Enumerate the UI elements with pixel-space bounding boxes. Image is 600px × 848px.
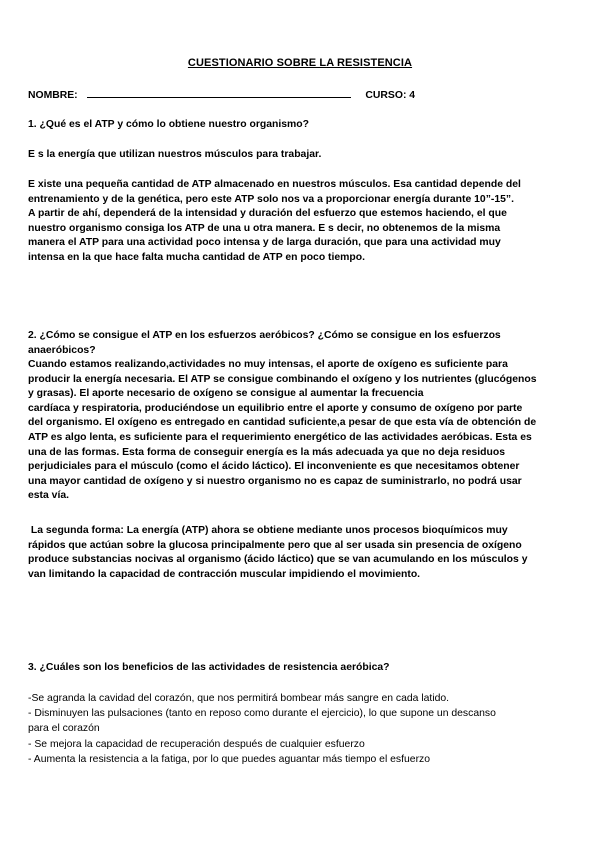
- name-label: NOMBRE:: [28, 90, 78, 101]
- text-line: van limitando la capacidad de contracción muscular impidiendo el movimiento.: [28, 568, 421, 580]
- question-2: [28, 329, 588, 358]
- text-line: producir la energía necesaria. El ATP se consigue combinando el oxígeno y los nutrientes (glucógenos: [28, 373, 537, 385]
- text-line: E xiste una pequeña cantidad de ATP almacenado en nuestros músculos. Esa cantidad depende del: [28, 179, 521, 190]
- question-3: 3. ¿Cuáles son los beneficios de las actividades de resistencia aeróbica?: [28, 662, 390, 673]
- text-line: cardíaca y respiratoria, produciéndose un equilibrio entre el aporte y consumo de oxígeno por parte: [28, 402, 523, 414]
- text-line: ATP es algo lenta, es suficiente para el requerimiento energético de las actividades aeróbicas. Esta es: [28, 431, 532, 443]
- text-line: y grasas). El aporte necesario de oxígeno se consigue al aumentar la frecuencia: [28, 388, 424, 400]
- text-line: A partir de ahí, dependerá de la intensidad y duración del esfuerzo que estemos haciendo, el que: [28, 208, 507, 220]
- list-item: para el corazón: [28, 723, 100, 735]
- list-item: - Disminuyen las pulsaciones (tanto en reposo como durante el ejercicio), lo que supone un descanso: [28, 708, 496, 720]
- list-item: -Se agranda la cavidad del corazón, que nos permitirá bombear más sangre en cada latido.: [28, 693, 450, 704]
- text-line: La segunda forma: La energía (ATP) ahora se obtiene mediante unos procesos bioquímicos muy: [28, 525, 508, 536]
- question-1: 1. ¿Qué es el ATP y cómo lo obtiene nuestro organismo?: [28, 119, 309, 130]
- list-item: - Aumenta la resistencia a la fatiga, por lo que puedes aguantar más tiempo el esfuerzo: [28, 753, 431, 765]
- document-title: CUESTIONARIO SOBRE LA RESISTENCIA: [187, 57, 413, 69]
- text-line: una mayor cantidad de oxígeno y si nuestro organismo no es capaz de suministrarlo, no podrá usar: [28, 475, 522, 487]
- text-line: intensa en la que hace falta mucha cantidad de ATP en poco tiempo.: [28, 251, 365, 263]
- answer-2-paragraph: [28, 358, 588, 504]
- text-line: anaeróbicos?: [28, 344, 96, 356]
- text-line: perjudiciales para el músculo (como el ácido láctico). El inconveniente es que necesitamos obtener: [28, 461, 520, 473]
- text-line: nuestro organismo consiga los ATP de una u otra manera. E s decir, no obtenemos de la misma: [28, 222, 501, 234]
- name-course-row: [28, 88, 415, 103]
- text-line: manera el ATP para una actividad poco intensa y de larga duración, que para una actividad muy: [28, 237, 501, 249]
- answer-3-list: [28, 691, 588, 767]
- list-item: - Se mejora la capacidad de recuperación después de cualquier esfuerzo: [28, 738, 365, 750]
- text-line: del organismo. El oxígeno es entregado en cantidad suficiente,a pesar de que esta vía de obtención de: [28, 417, 537, 429]
- answer-1-paragraph: [28, 178, 588, 266]
- name-blank-line[interactable]: [87, 88, 351, 98]
- text-line: rápidos que actúan sobre la glucosa principalmente pero que al ser usada sin presencia de oxígeno: [28, 539, 522, 551]
- text-line: una de las formas. Esta forma de conseguir energía es la más adecuada ya que no deja residuos: [28, 446, 505, 458]
- course-label: CURSO: 4: [365, 90, 416, 101]
- text-line: esta vía.: [28, 490, 70, 502]
- text-line: entrenamiento y de la genética, pero este ATP solo nos va a proporcionar energía durante 10”-15”.: [28, 193, 514, 205]
- answer-2-second-form: [28, 524, 588, 582]
- answer-1-intro: E s la energía que utilizan nuestros músculos para trabajar.: [28, 149, 322, 160]
- text-line: 2. ¿Cómo se consigue el ATP en los esfuerzos aeróbicos? ¿Cómo se consigue en los esfuerzos: [28, 330, 501, 341]
- text-line: produce substancias nocivas al organismo (ácido láctico) que se van acumulando en los músculos y: [28, 554, 528, 566]
- text-line: Cuando estamos realizando,actividades no muy intensas, el aporte de oxígeno es suficiente para: [28, 359, 508, 370]
